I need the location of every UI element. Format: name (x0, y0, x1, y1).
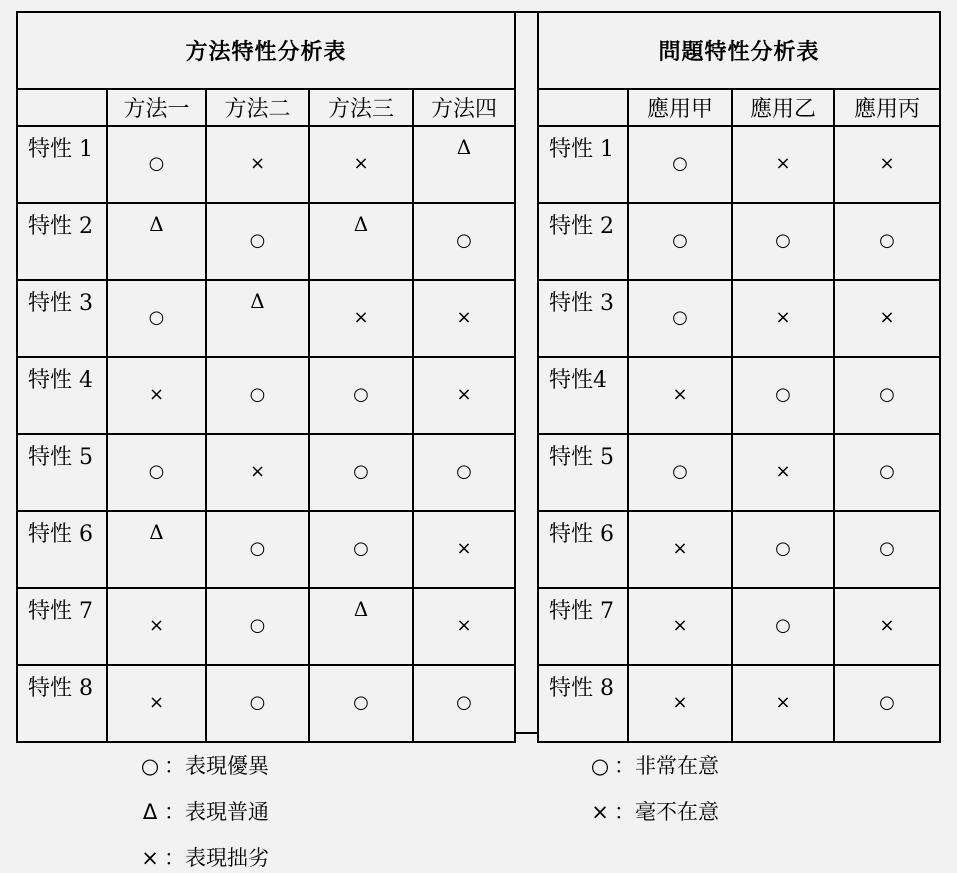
row-label: 特性 6 (17, 511, 107, 588)
row-label: 特性 3 (17, 280, 107, 357)
problem-table-title: 問題特性分析表 (538, 12, 940, 89)
circle-mark: ○ (353, 384, 369, 405)
circle-mark: ○ (775, 230, 791, 251)
row-label: 特性 5 (538, 434, 628, 511)
row-label: 特性 2 (17, 203, 107, 280)
circle-mark: ○ (879, 230, 895, 251)
mark-cell (413, 126, 515, 203)
cross-mark: × (353, 307, 369, 328)
legend-item-excellent (136, 750, 269, 780)
row-label: 特性 7 (538, 588, 628, 665)
table-row (17, 588, 515, 665)
cross-mark: × (879, 153, 895, 174)
column-header: 方法一 (107, 89, 206, 126)
legend-symbol: Δ (142, 800, 158, 824)
circle-mark: ○ (456, 230, 472, 251)
table-row (17, 280, 515, 357)
mark-cell (309, 203, 413, 280)
circle-mark: ○ (249, 538, 266, 559)
mark-cell (413, 434, 515, 511)
cross-mark: × (148, 692, 165, 713)
mark-cell (206, 280, 309, 357)
mark-cell (628, 665, 732, 742)
table-row (538, 280, 940, 357)
circle-mark: ○ (775, 538, 791, 559)
mark-cell (732, 434, 834, 511)
mark-cell (628, 511, 732, 588)
table-row (538, 588, 940, 665)
mark-cell (732, 280, 834, 357)
cross-mark: × (879, 615, 895, 636)
mark-cell (834, 511, 940, 588)
mark-cell (732, 511, 834, 588)
mark-cell (107, 203, 206, 280)
mark-cell (628, 280, 732, 357)
table-row (17, 434, 515, 511)
triangle-mark: Δ (353, 212, 369, 236)
row-label: 特性 3 (538, 280, 628, 357)
mark-cell (309, 588, 413, 665)
table-row (538, 665, 940, 742)
row-label: 特性 5 (17, 434, 107, 511)
problem-analysis-table (537, 11, 941, 743)
legend-symbol: ○ (590, 754, 610, 778)
legend-item-very-concerned (586, 750, 719, 780)
circle-mark: ○ (249, 615, 266, 636)
mark-cell (309, 511, 413, 588)
cross-mark: × (672, 538, 688, 559)
mark-cell (413, 280, 515, 357)
mark-cell (413, 588, 515, 665)
table-row (538, 511, 940, 588)
circle-mark: ○ (249, 230, 266, 251)
mark-cell (309, 357, 413, 434)
mark-cell (732, 203, 834, 280)
mark-cell (107, 665, 206, 742)
circle-mark: ○ (879, 692, 895, 713)
mark-cell (206, 203, 309, 280)
row-label: 特性 6 (538, 511, 628, 588)
legend-text: ：毫不在意 (614, 800, 719, 824)
mark-cell (206, 665, 309, 742)
circle-mark: ○ (353, 461, 369, 482)
corner-cell (17, 89, 107, 126)
mark-cell (732, 665, 834, 742)
cross-mark: × (456, 615, 472, 636)
circle-mark: ○ (775, 384, 791, 405)
column-header: 方法四 (413, 89, 515, 126)
mark-cell (309, 665, 413, 742)
triangle-mark: Δ (149, 212, 164, 236)
table-row (538, 203, 940, 280)
row-label: 特性 2 (538, 203, 628, 280)
circle-mark: ○ (148, 153, 165, 174)
cross-mark: × (775, 153, 791, 174)
cross-mark: × (148, 615, 165, 636)
cross-mark: × (672, 615, 688, 636)
mark-cell (834, 665, 940, 742)
legend-text: ：表現拙劣 (164, 846, 269, 870)
table-divider (513, 11, 537, 734)
circle-mark: ○ (879, 384, 895, 405)
mark-cell (413, 665, 515, 742)
row-label: 特性 8 (17, 665, 107, 742)
column-header: 應用丙 (834, 89, 940, 126)
circle-mark: ○ (672, 461, 688, 482)
circle-mark: ○ (456, 461, 472, 482)
cross-mark: × (249, 153, 266, 174)
circle-mark: ○ (672, 153, 688, 174)
row-label: 特性 7 (17, 588, 107, 665)
mark-cell (732, 126, 834, 203)
mark-cell (732, 588, 834, 665)
cross-mark: × (456, 384, 472, 405)
mark-cell (309, 280, 413, 357)
mark-cell (732, 357, 834, 434)
legend-item-not-concerned (586, 796, 719, 826)
mark-cell (834, 280, 940, 357)
legend-text: ：表現優異 (164, 754, 269, 778)
legend-item-poor (136, 842, 269, 872)
row-label: 特性 8 (538, 665, 628, 742)
cross-mark: × (456, 538, 472, 559)
mark-cell (309, 126, 413, 203)
triangle-mark: Δ (353, 597, 369, 621)
cross-mark: × (148, 384, 165, 405)
legend-symbol: × (591, 800, 609, 824)
cross-mark: × (456, 307, 472, 328)
circle-mark: ○ (249, 384, 266, 405)
triangle-mark: Δ (250, 289, 265, 313)
circle-mark: ○ (249, 692, 266, 713)
mark-cell (413, 357, 515, 434)
column-header: 方法二 (206, 89, 309, 126)
table-row (17, 126, 515, 203)
cross-mark: × (672, 384, 688, 405)
method-table-title: 方法特性分析表 (17, 12, 515, 89)
circle-mark: ○ (775, 615, 791, 636)
mark-cell (834, 126, 940, 203)
circle-mark: ○ (672, 230, 688, 251)
mark-cell (206, 434, 309, 511)
circle-mark: ○ (456, 692, 472, 713)
cross-mark: × (249, 461, 266, 482)
column-header: 方法三 (309, 89, 413, 126)
circle-mark: ○ (672, 307, 688, 328)
table-row (17, 203, 515, 280)
cross-mark: × (353, 153, 369, 174)
mark-cell (206, 126, 309, 203)
table-row (17, 511, 515, 588)
mark-cell (107, 126, 206, 203)
cross-mark: × (775, 461, 791, 482)
mark-cell (107, 357, 206, 434)
table-row (538, 357, 940, 434)
corner-cell (538, 89, 628, 126)
mark-cell (834, 357, 940, 434)
mark-cell (107, 280, 206, 357)
table-row (538, 126, 940, 203)
cross-mark: × (775, 692, 791, 713)
mark-cell (628, 203, 732, 280)
cross-mark: × (672, 692, 688, 713)
mark-cell (309, 434, 413, 511)
column-header: 應用甲 (628, 89, 732, 126)
mark-cell (628, 126, 732, 203)
legend-item-average (136, 796, 269, 826)
mark-cell (206, 588, 309, 665)
table-row (17, 357, 515, 434)
circle-mark: ○ (148, 461, 165, 482)
legend-symbol: ○ (140, 754, 160, 778)
circle-mark: ○ (148, 307, 165, 328)
mark-cell (628, 357, 732, 434)
mark-cell (834, 203, 940, 280)
row-label: 特性4 (538, 357, 628, 434)
mark-cell (834, 434, 940, 511)
legend-text: ：表現普通 (164, 800, 269, 824)
mark-cell (413, 511, 515, 588)
triangle-mark: Δ (456, 135, 472, 159)
circle-mark: ○ (353, 538, 369, 559)
triangle-mark: Δ (149, 520, 164, 544)
column-header: 應用乙 (732, 89, 834, 126)
legend-text: ：非常在意 (614, 754, 719, 778)
legend-symbol: × (141, 846, 159, 870)
mark-cell (107, 588, 206, 665)
circle-mark: ○ (879, 538, 895, 559)
table-row (17, 665, 515, 742)
mark-cell (107, 511, 206, 588)
cross-mark: × (775, 307, 791, 328)
mark-cell (628, 588, 732, 665)
circle-mark: ○ (879, 461, 895, 482)
cross-mark: × (879, 307, 895, 328)
row-label: 特性 1 (538, 126, 628, 203)
mark-cell (206, 511, 309, 588)
circle-mark: ○ (353, 692, 369, 713)
mark-cell (628, 434, 732, 511)
table-row (538, 434, 940, 511)
mark-cell (107, 434, 206, 511)
row-label: 特性 1 (17, 126, 107, 203)
mark-cell (413, 203, 515, 280)
mark-cell (834, 588, 940, 665)
method-analysis-table (16, 11, 516, 743)
mark-cell (206, 357, 309, 434)
row-label: 特性 4 (17, 357, 107, 434)
